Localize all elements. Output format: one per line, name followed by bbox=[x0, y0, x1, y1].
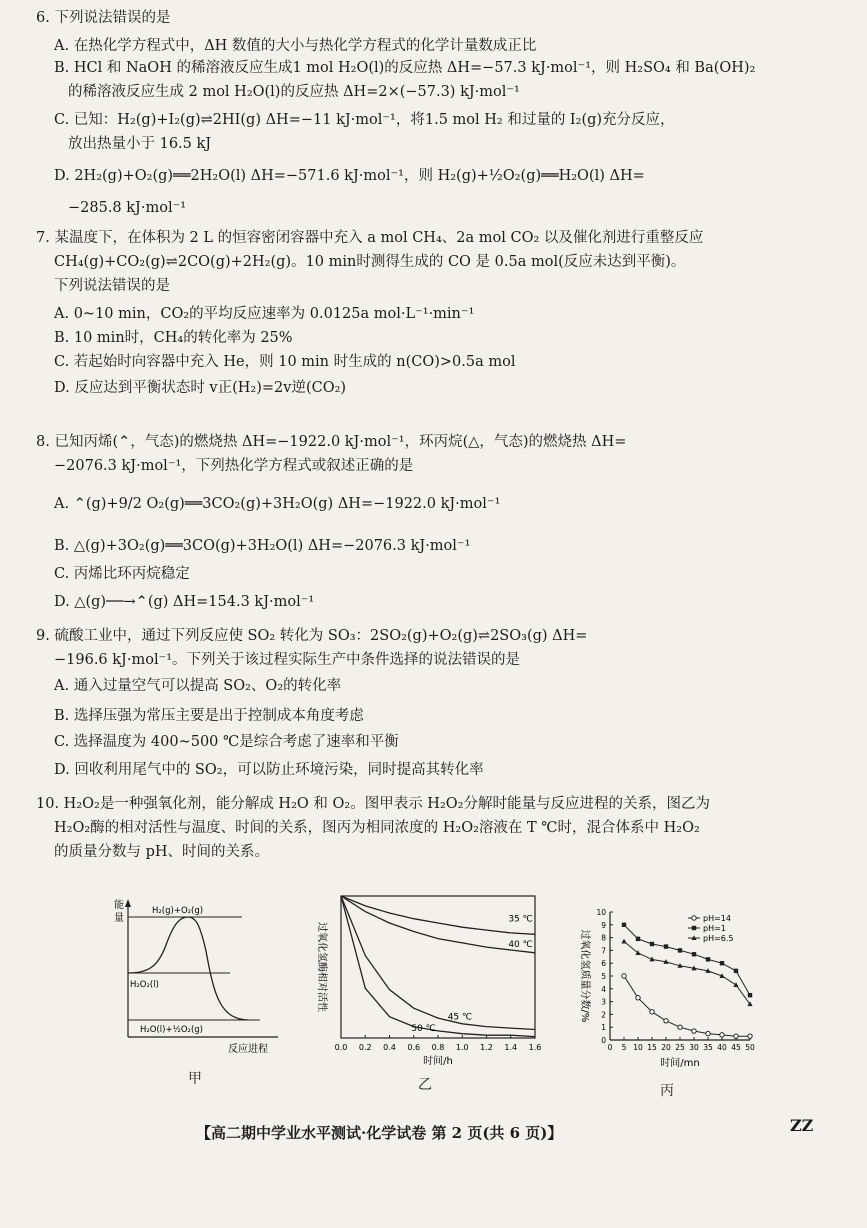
bing-y-tick-label: 8 bbox=[601, 933, 606, 943]
question-7-stem-line: 下列说法错误的是 bbox=[54, 278, 170, 294]
bing-data-point bbox=[706, 957, 710, 961]
yi-x-tick-label: 0.2 bbox=[358, 1043, 372, 1052]
yi-y-axis-label: 过氧化氢酶相对活性 bbox=[316, 922, 327, 1012]
bing-data-point bbox=[622, 923, 626, 927]
footer-code: ZZ bbox=[790, 1116, 814, 1135]
jia-xlabel: 反应进程 bbox=[228, 1044, 268, 1055]
question-8-option-A: A. ⌃(g)+9/2 O₂(g)══3CO₂(g)+3H₂O(g) ΔH=−1922.0 kJ·mol⁻¹ bbox=[54, 496, 501, 512]
question-9-option-B: B. 选择压强为常压主要是出于控制成本角度考虑 bbox=[54, 708, 364, 724]
bing-data-point bbox=[622, 974, 626, 978]
question-6-option-B: B. HCl 和 NaOH 的稀溶液反应生成1 mol H₂O(l)的反应热 ΔH=−57.3 kJ·mol⁻¹，则 H₂SO₄ 和 Ba(OH)₂ bbox=[54, 60, 756, 76]
bing-data-point bbox=[720, 961, 724, 965]
bing-y-tick-label: 4 bbox=[601, 984, 606, 994]
bing-x-tick-label: 25 bbox=[675, 1043, 685, 1052]
bing-x-tick-label: 30 bbox=[689, 1043, 699, 1052]
bing-data-point bbox=[748, 1034, 752, 1038]
bing-legend-marker bbox=[692, 926, 696, 930]
yi-series-line bbox=[341, 896, 535, 934]
yi-x-tick-label: 1.6 bbox=[528, 1043, 542, 1052]
bing-data-point bbox=[650, 1010, 654, 1014]
question-8-option-B: B. △(g)+3O₂(g)══3CO(g)+3H₂O(l) ΔH=−2076.3 kJ·mol⁻¹ bbox=[54, 538, 471, 554]
question-8-option-C: C. 丙烯比环丙烷稳定 bbox=[54, 566, 190, 582]
bing-legend-label: pH=14 bbox=[703, 914, 731, 923]
bing-data-point bbox=[636, 996, 640, 1000]
yi-x-axis-label: 时间/h bbox=[423, 1056, 453, 1067]
question-6-option-C: 放出热量小于 16.5 kJ bbox=[68, 136, 212, 152]
bing-x-tick-label: 50 bbox=[745, 1043, 755, 1052]
jia-y-arrow bbox=[125, 899, 131, 907]
caption-bing: 丙 bbox=[660, 1083, 674, 1099]
yi-series-line bbox=[341, 896, 535, 1030]
question-6-option-A: A. 在热化学方程式中，ΔH 数值的大小与热化学方程式的化学计量数成正比 bbox=[54, 38, 537, 54]
jia-ylabel-1: 能 bbox=[114, 900, 124, 911]
question-10-stem-line: 10. H₂O₂是一种强氧化剂，能分解成 H₂O 和 O₂。图甲表示 H₂O₂分解时能量与反应进程的关系，图乙为 bbox=[36, 796, 710, 812]
question-7-option-C: C. 若起始时向容器中充入 He，则 10 min 时生成的 n(CO)>0.5a mol bbox=[54, 354, 516, 370]
bing-x-tick-label: 5 bbox=[621, 1043, 627, 1052]
question-8-stem-line: −2076.3 kJ·mol⁻¹，下列热化学方程式或叙述正确的是 bbox=[54, 458, 414, 474]
bing-y-tick-label: 9 bbox=[601, 920, 606, 930]
question-9-stem-line: −196.6 kJ·mol⁻¹。下列关于该过程实际生产中条件选择的说法错误的是 bbox=[54, 652, 521, 668]
question-6-option-C: C. 已知：H₂(g)+I₂(g)⇌2HI(g) ΔH=−11 kJ·mol⁻¹，将1.5 mol H₂ 和过量的 I₂(g)充分反应， bbox=[54, 112, 675, 128]
question-9-option-D: D. 回收利用尾气中的 SO₂，可以防止环境污染，同时提高其转化率 bbox=[54, 762, 484, 778]
bing-data-point bbox=[734, 969, 738, 973]
jia-level-bottom-label: H₂O(l)+½O₂(g) bbox=[140, 1025, 203, 1035]
figure-jia bbox=[100, 895, 285, 1060]
question-6-option-D: −285.8 kJ·mol⁻¹ bbox=[68, 200, 187, 216]
bing-data-point bbox=[733, 982, 738, 987]
bing-x-tick-label: 20 bbox=[661, 1043, 671, 1052]
caption-yi: 乙 bbox=[418, 1077, 432, 1093]
yi-x-tick-label: 0.0 bbox=[334, 1043, 348, 1052]
question-9-stem-line: 9. 硫酸工业中，通过下列反应使 SO₂ 转化为 SO₃：2SO₂(g)+O₂(g)⇌2SO₃(g) ΔH= bbox=[36, 628, 588, 644]
question-6-option-D: D. 2H₂(g)+O₂(g)══2H₂O(l) ΔH=−571.6 kJ·mol⁻¹，则 H₂(g)+½O₂(g)══H₂O(l) ΔH= bbox=[54, 168, 645, 184]
bing-data-point bbox=[664, 944, 668, 948]
bing-data-point bbox=[678, 1025, 682, 1029]
bing-data-point bbox=[664, 1019, 668, 1023]
figure-yi-svg bbox=[303, 888, 548, 1068]
yi-series-line bbox=[341, 896, 535, 953]
question-7-option-D: D. 反应达到平衡状态时 v正(H₂)=2v逆(CO₂) bbox=[54, 380, 347, 396]
bing-legend-marker bbox=[692, 916, 696, 920]
question-7-stem-line: CH₄(g)+CO₂(g)⇌2CO(g)+2H₂(g)。10 min时测得生成的 CO 是 0.5a mol(反应未达到平衡)。 bbox=[54, 254, 686, 270]
question-8-stem-line: 8. 已知丙烯(⌃，气态)的燃烧热 ΔH=−1922.0 kJ·mol⁻¹，环丙烷(△，气态)的燃烧热 ΔH= bbox=[36, 434, 627, 450]
yi-x-tick-label: 1.4 bbox=[504, 1043, 518, 1052]
bing-y-tick-label: 3 bbox=[601, 997, 606, 1007]
figure-yi bbox=[303, 888, 548, 1068]
question-10-stem-line: H₂O₂酶的相对活性与温度、时间的关系，图丙为相同浓度的 H₂O₂溶液在 T ℃时，混合体系中 H₂O₂ bbox=[54, 820, 700, 836]
bing-series-line bbox=[624, 941, 750, 1004]
yi-series-label: 40 ℃ bbox=[508, 940, 533, 951]
bing-x-tick-label: 0 bbox=[607, 1043, 613, 1052]
bing-x-axis-label: 时间/mn bbox=[660, 1058, 700, 1069]
question-8-option-D: D. △(g)──→⌃(g) ΔH=154.3 kJ·mol⁻¹ bbox=[54, 594, 315, 610]
yi-x-tick-label: 0.6 bbox=[407, 1043, 421, 1052]
question-9-option-A: A. 通入过量空气可以提高 SO₂、O₂的转化率 bbox=[54, 678, 342, 694]
question-10-stem-line: 的质量分数与 pH、时间的关系。 bbox=[54, 844, 270, 860]
question-7-option-A: A. 0~10 min，CO₂的平均反应速率为 0.0125a mol·L⁻¹·min⁻¹ bbox=[54, 306, 475, 322]
bing-y-tick-label: 10 bbox=[596, 908, 606, 917]
question-6-stem-line: 6. 下列说法错误的是 bbox=[36, 10, 171, 26]
caption-jia: 甲 bbox=[188, 1071, 202, 1087]
question-7-option-B: B. 10 min时，CH₄的转化率为 25% bbox=[54, 330, 293, 346]
jia-ylabel-2: 量 bbox=[114, 913, 124, 924]
jia-level-top-label: H₂(g)+O₂(g) bbox=[152, 906, 204, 916]
jia-level-mid-label: H₂O₂(l) bbox=[130, 980, 159, 990]
bing-y-tick-label: 0 bbox=[601, 1036, 606, 1045]
bing-y-tick-label: 2 bbox=[601, 1010, 606, 1020]
yi-x-tick-label: 1.0 bbox=[455, 1043, 469, 1052]
question-7-stem-line: 7. 某温度下，在体积为 2 L 的恒容密闭容器中充入 a mol CH₄、2a mol CO₂ 以及催化剂进行重整反应 bbox=[36, 230, 704, 246]
bing-x-tick-label: 15 bbox=[647, 1043, 657, 1052]
jia-energy-curve bbox=[128, 917, 248, 1020]
bing-data-point bbox=[636, 937, 640, 941]
bing-y-tick-label: 6 bbox=[601, 959, 606, 969]
bing-y-tick-label: 5 bbox=[601, 972, 606, 981]
yi-series-label: 45 ℃ bbox=[447, 1012, 473, 1023]
bing-data-point bbox=[621, 939, 626, 944]
bing-x-tick-label: 10 bbox=[633, 1043, 643, 1052]
bing-x-tick-label: 35 bbox=[703, 1043, 713, 1052]
figure-jia-svg bbox=[100, 895, 285, 1060]
bing-y-axis-label: 过氧化氢质量分数/% bbox=[579, 929, 590, 1023]
bing-y-tick-label: 7 bbox=[601, 946, 606, 956]
page-footer: 【高二期中学业水平测试·化学试卷 第 2 页(共 6 页)】 bbox=[196, 1124, 563, 1142]
yi-series-label: 50 ℃ bbox=[411, 1023, 436, 1034]
bing-data-point bbox=[692, 952, 696, 956]
bing-data-point bbox=[720, 1033, 724, 1037]
bing-legend-label: pH=1 bbox=[703, 924, 726, 933]
bing-x-tick-label: 40 bbox=[717, 1043, 727, 1052]
bing-data-point bbox=[706, 1031, 710, 1035]
figure-bing-svg bbox=[570, 900, 760, 1075]
bing-data-point bbox=[678, 948, 682, 952]
yi-plot-frame bbox=[341, 896, 535, 1038]
question-9-option-C: C. 选择温度为 400~500 ℃是综合考虑了速率和平衡 bbox=[54, 734, 399, 750]
question-6-option-B: 的稀溶液反应生成 2 mol H₂O(l)的反应热 ΔH=2×(−57.3) kJ·mol⁻¹ bbox=[68, 84, 520, 100]
bing-data-point bbox=[748, 993, 752, 997]
figure-bing bbox=[570, 900, 760, 1075]
yi-series-line bbox=[341, 896, 535, 1037]
yi-x-tick-label: 1.2 bbox=[480, 1043, 493, 1052]
bing-data-point bbox=[650, 942, 654, 946]
bing-series-line bbox=[624, 976, 750, 1036]
bing-x-tick-label: 45 bbox=[731, 1043, 741, 1052]
bing-data-point bbox=[692, 1029, 696, 1033]
bing-data-point bbox=[734, 1034, 738, 1038]
bing-y-tick-label: 1 bbox=[601, 1023, 606, 1033]
bing-legend-label: pH=6.5 bbox=[703, 934, 734, 943]
yi-x-tick-label: 0.4 bbox=[383, 1043, 396, 1052]
yi-series-label: 35 ℃ bbox=[508, 914, 533, 925]
yi-x-tick-label: 0.8 bbox=[431, 1043, 445, 1052]
